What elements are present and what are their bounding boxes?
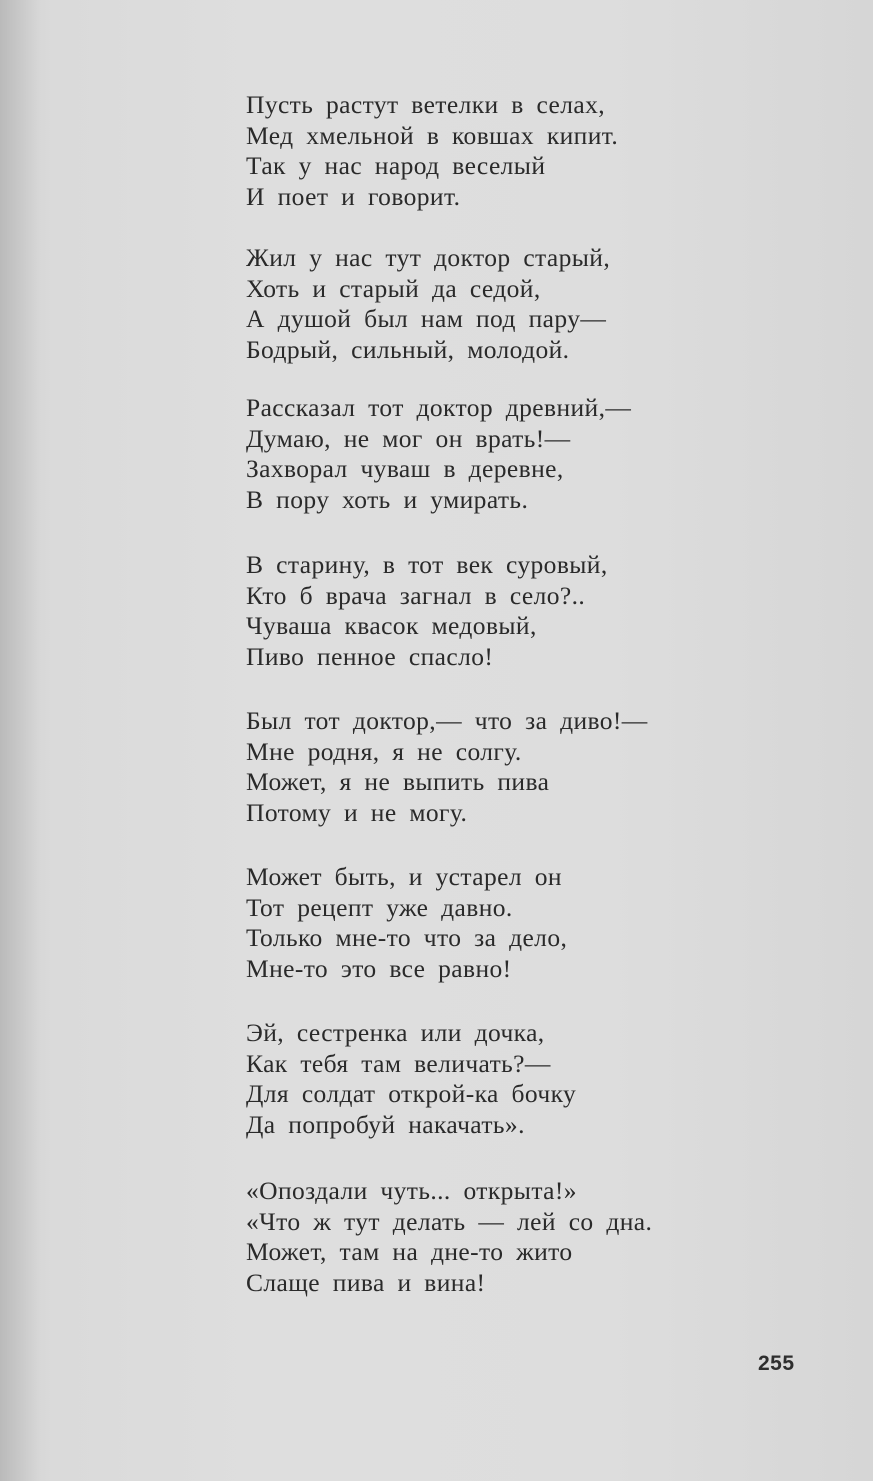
poem-line: Мне родня, я не солгу. <box>246 736 522 766</box>
poem-line: Как тебя там величать?— <box>246 1048 551 1078</box>
stanza-8 <box>246 1176 766 1298</box>
poem-line: Жил у нас тут доктор старый, <box>246 243 611 272</box>
poem-line: Потому и не могу. <box>246 797 468 827</box>
stanza-5 <box>246 706 766 828</box>
poem-line: Кто б врача загнал в село?.. <box>246 580 586 610</box>
poem-line: Захворал чуваш в деревне, <box>246 454 564 483</box>
poem-line: В старину, в тот век суровый, <box>246 550 608 579</box>
poem-line: Был тот доктор,— что за диво!— <box>246 706 648 735</box>
poem-line: Чуваша квасок медовый, <box>246 611 537 640</box>
poem-line: Пусть растут ветелки в селах, <box>246 90 606 119</box>
poem-line: А душой был нам под пару— <box>246 304 607 333</box>
stanza-2 <box>246 243 766 365</box>
poem-line: Хоть и старый да седой, <box>246 273 541 303</box>
poem-line: Рассказал тот доктор древний,— <box>246 393 632 422</box>
poem-line: Пиво пенное спасло! <box>246 641 494 671</box>
poem-line: Только мне-то что за дело, <box>246 923 568 952</box>
poem-line: «Опоздали чуть... открыта!» <box>246 1176 577 1205</box>
stanza-7 <box>246 1018 766 1140</box>
poem-line: И поет и говорит. <box>246 181 461 211</box>
poem-line: Бодрый, сильный, молодой. <box>246 334 570 364</box>
poem-line: В пору хоть и умирать. <box>246 484 529 514</box>
page-shadow <box>0 0 40 1481</box>
stanza-4 <box>246 550 766 672</box>
stanza-6 <box>246 862 766 984</box>
poem-line: Да попробуй накачать». <box>246 1109 525 1139</box>
stanza-1 <box>246 90 766 212</box>
poem-line: Мед хмельной в ковшах кипит. <box>246 120 619 150</box>
poem-line: Для солдат открой-ка бочку <box>246 1079 577 1108</box>
page-number: 255 <box>758 1352 795 1375</box>
poem-line: Может, там на дне-то жито <box>246 1237 573 1266</box>
poem-line: Думаю, не мог он врать!— <box>246 423 571 453</box>
poem-line: Эй, сестренка или дочка, <box>246 1018 545 1047</box>
poem-line: Слаще пива и вина! <box>246 1267 486 1297</box>
poem-line: Может быть, и устарел он <box>246 862 562 891</box>
poem-line: «Что ж тут делать — лей со дна. <box>246 1206 653 1236</box>
poem-line: Может, я не выпить пива <box>246 767 550 796</box>
stanza-3 <box>246 393 766 515</box>
poem-line: Тот рецепт уже давно. <box>246 892 513 922</box>
poem-line: Мне-то это все равно! <box>246 953 512 983</box>
poem-line: Так у нас народ веселый <box>246 151 546 180</box>
